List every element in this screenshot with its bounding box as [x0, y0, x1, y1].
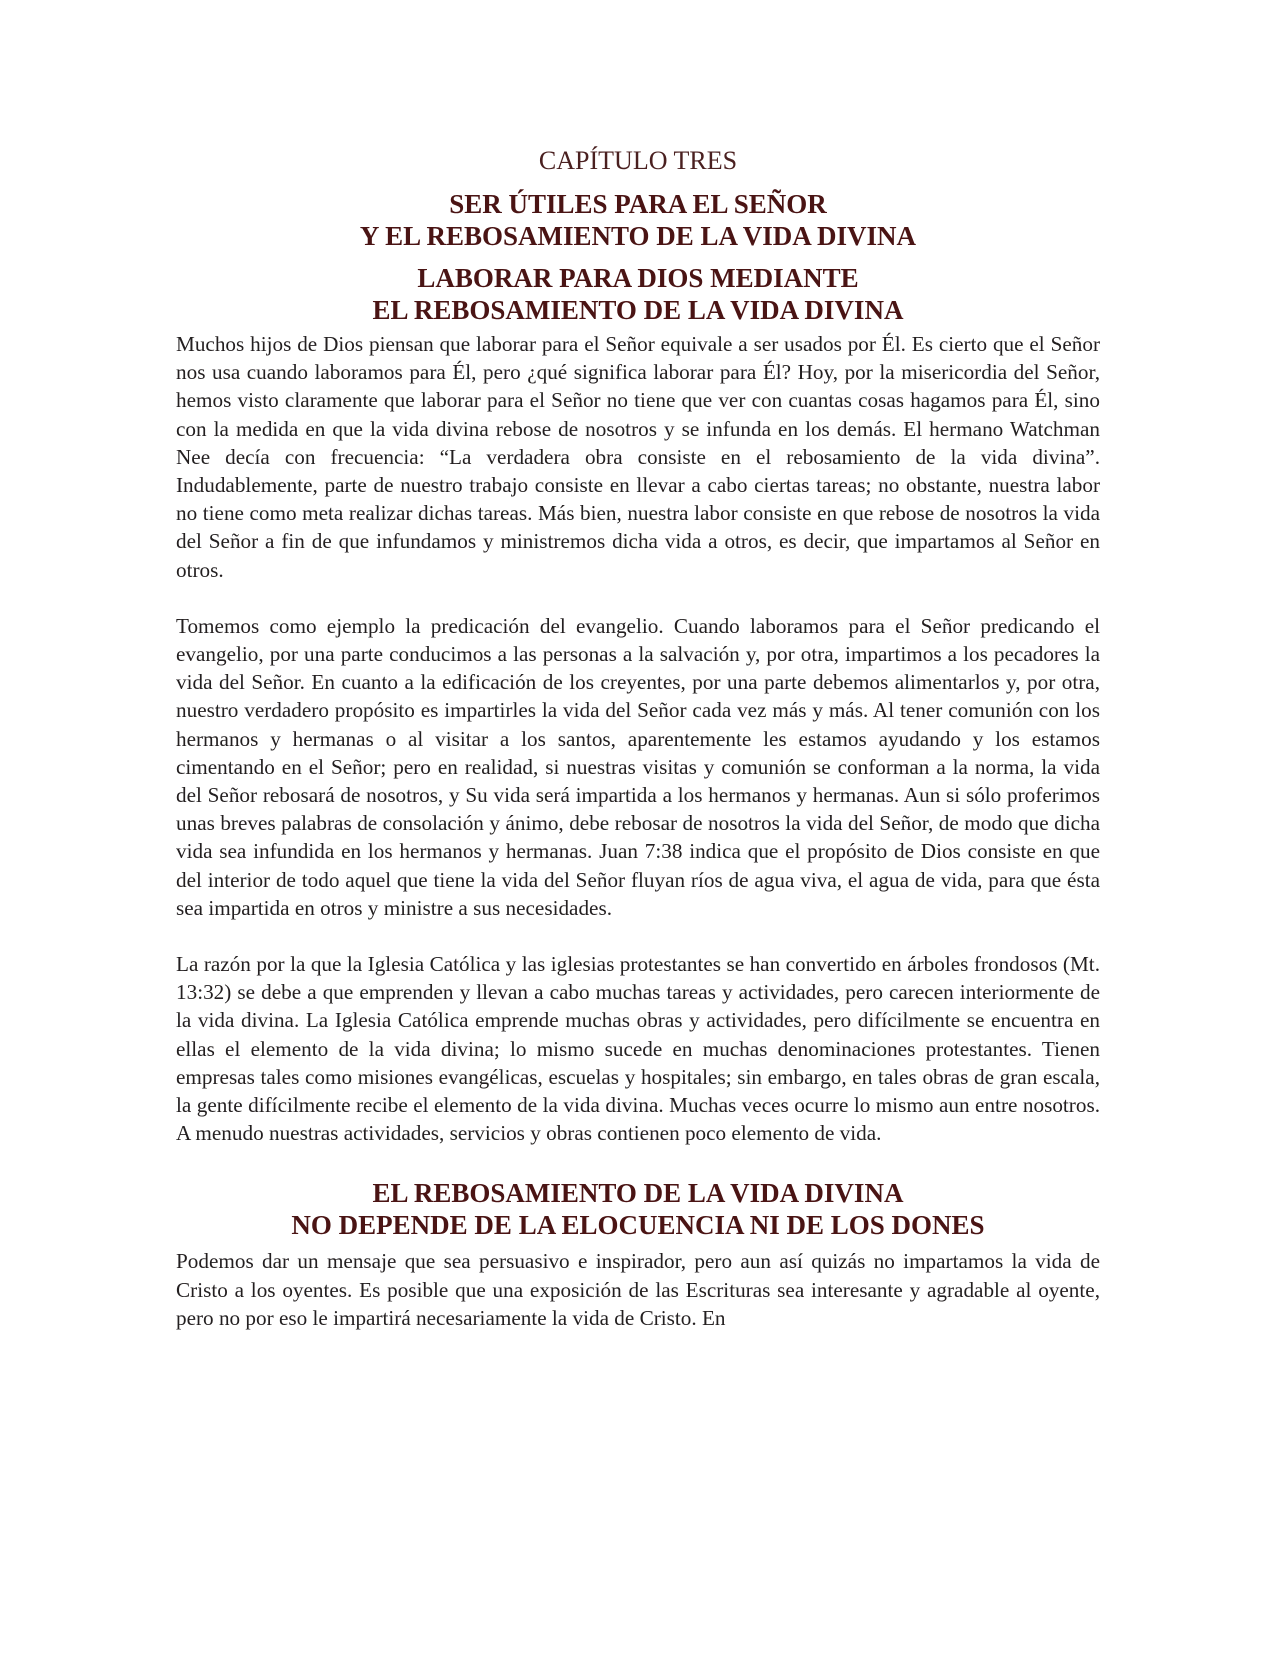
paragraph: Muchos hijos de Dios piensan que laborar para el Señor equivale a ser usados por Él. Es cierto que el Señor nos usa cuando laboramos para Él, pero ¿qué significa laborar para Él? Hoy, por la misericordia del Señor, hemos visto claramente que laborar para el Señor no tiene que ver con cuantas cosas hagamos para Él, sino con la medida en que la vida divina rebose de nosotros y se infunda en los demás. El hermano Watchman Nee decía con frecuencia: “La verdadera obra consiste en el rebosamiento de la vida divina”. Indudablemente, parte de nuestro trabajo consiste en llevar a cabo ciertas tareas; no obstante, nuestra labor no tiene como meta realizar dichas tareas. Más bien, nuestra labor consiste en que rebose de nosotros la vida del Señor a fin de que infundamos y ministremos dicha vida a otros, es decir, que impartamos al Señor en otros. — [176, 332, 1100, 582]
section-title-line-2: NO DEPENDE DE LA ELOCUENCIA NI DE LOS DONES — [291, 1210, 985, 1241]
paragraph: Tomemos como ejemplo la predicación del evangelio. Cuando laboramos para el Señor predicando el evangelio, por una parte conducimos a las personas a la salvación y, por otra, impartimos a los pecadores la vida del Señor. En cuanto a la edificación de los creyentes, por una parte debemos alimentarlos y, por otra, nuestro verdadero propósito es impartirles la vida del Señor cada vez más y más. Al tener comunión con los hermanos y hermanas o al visitar a los santos, aparentemente les estamos ayudando y los estamos cimentando en el Señor; pero en realidad, si nuestras visitas y comunión se conforman a la norma, la vida del Señor rebosará de nosotros, y Su vida será impartida a los hermanos y hermanas. Aun si sólo proferimos unas breves palabras de consolación y ánimo, debe rebosar de nosotros la vida del Señor, de modo que dicha vida sea infundida en los hermanos y hermanas. Juan 7:38 indica que el propósito de Dios consiste en que del interior de todo aquel que tiene la vida del Señor fluyan ríos de agua viva, el agua de vida, para que ésta sea impartida en otros y ministre a sus necesidades. — [176, 613, 1100, 920]
chapter-label: CAPÍTULO TRES — [538, 146, 738, 175]
section-title-line-2: EL REBOSAMIENTO DE LA VIDA DIVINA — [372, 295, 904, 325]
chapter-title — [176, 188, 1100, 252]
section-title-line-1: LABORAR PARA DIOS MEDIANTE — [417, 263, 859, 293]
section-title-line-1: EL REBOSAMIENTO DE LA VIDA DIVINA — [372, 1178, 904, 1209]
document-page — [176, 144, 1100, 1332]
paragraph: Podemos dar un mensaje que sea persuasivo e inspirador, pero aun así quizás no impartamos la vida de Cristo a los oyentes. Es posible que una exposición de las Escrituras sea interesante y agradable al oyente, pero no por eso le impartirá necesariamente la vida de Cristo. En — [176, 1249, 1100, 1330]
section-title — [176, 262, 1100, 326]
section-title — [176, 1177, 1100, 1241]
chapter-title-line-1: SER ÚTILES PARA EL SEÑOR — [449, 189, 827, 219]
chapter-title-line-2: Y EL REBOSAMIENTO DE LA VIDA DIVINA — [359, 221, 917, 251]
paragraph: La razón por la que la Iglesia Católica y las iglesias protestantes se han convertido en árboles frondosos (Mt. 13:32) se debe a que emprenden y llevan a cabo muchas tareas y actividades, pero carecen interiormente de la vida divina. La Iglesia Católica emprende muchas obras y actividades, pero difícilmente se encuentra en ellas el elemento de la vida divina; lo mismo sucede en muchas denominaciones protestantes. Tienen empresas tales como misiones evangélicas, escuelas y hospitales; sin embargo, en tales obras de gran escala, la gente difícilmente recibe el elemento de la vida divina. Muchas veces ocurre lo mismo aun entre nosotros. A menudo nuestras actividades, servicios y obras contienen poco elemento de vida. — [176, 952, 1100, 1146]
